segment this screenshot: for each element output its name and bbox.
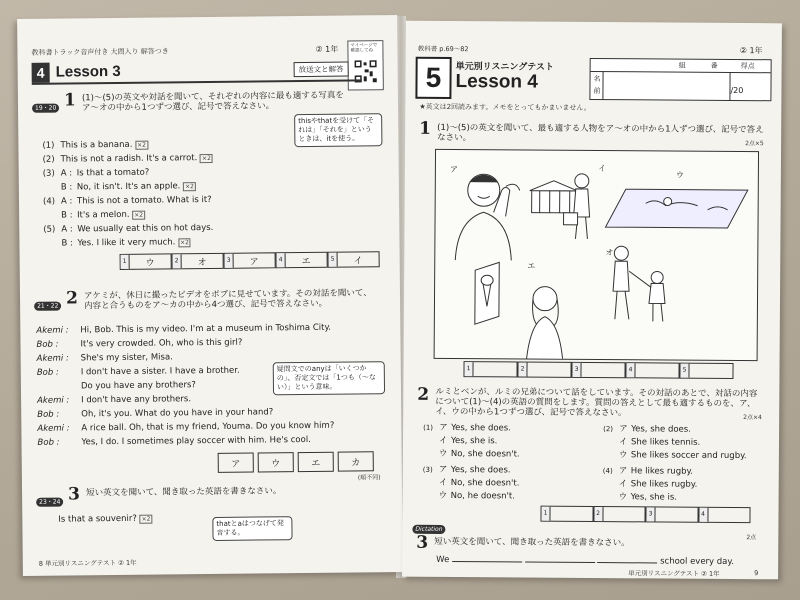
track-badge: 19・20 <box>32 104 59 113</box>
answer-cell[interactable]: 3 <box>645 506 698 522</box>
q2-instruction: アケミが、休日に撮ったビデオをボブに見せています。その対話を聞いて、内容と合うものをア〜カの中から4つ選び、記号で答えなさい。 <box>83 288 372 312</box>
left-header-note: 教科書トラック音声付き 大問入り 解答つき <box>31 47 169 57</box>
track-badge: 21・22 <box>34 302 61 311</box>
rq2-answer-row <box>540 506 750 523</box>
answer-cell[interactable]: 2 オ <box>172 253 224 270</box>
right-page: 教科書 p.69〜82 ② 1年 5 単元別リスニングテスト Lesson 4 組 番 得点 名 前 /20 ★英文は2回読みます。メモをとってもかまいません。 1 (1)〜(5)の英文を聞いて、最も適する人物をア〜オの中から1人ずつ選び、記号で答えなさい。 2点×5 ア イ ウ エ オ 1 2 3 4 5 2 ルミとベンが、ルミの兄弟について話をしています。その対話のあとで、対話の内容について(1)〜(4)の英語の質問をします。質問の答えとして最も適するものを、ア、イ、ウの中から1つずつ選び、記号で答えなさい。 2点×4 (1) ア Yes, she does. イ Yes, she is. ウ No, she doesn't. (2) ア Yes, she does. イ She likes tennis. ウ She likes soccer and rugby. (3) ア Yes, she does. イ No, she doesn't. ウ No, he doesn't. (4) ア He likes rugby. イ She likes rugby. ウ Yes, she is. 1 2 3 4 Dictation 3 短い英文を聞いて、聞き取った英語を書きなさい。 2点 We school every day. 単元別リスニングテスト ② 1年 9 <box>402 21 782 580</box>
right-grade: ② 1年 <box>739 46 763 56</box>
answer-cell[interactable]: 4 エ <box>276 252 328 269</box>
rq3-number: 3 <box>416 532 429 553</box>
q3-answer-line: Is that a souvenir? ×2 <box>58 514 152 526</box>
answer-box[interactable]: ア <box>218 453 254 473</box>
unit-number: 5 <box>415 57 451 99</box>
q3-number: 3 <box>67 484 81 505</box>
left-footer: 8 単元別リスニングテスト ② 1年 <box>38 558 137 568</box>
label-e: エ <box>527 261 536 271</box>
unit-lesson-title: Lesson 4 <box>455 71 538 93</box>
rq3-answer-line: We school every day. <box>436 554 734 567</box>
rq3-points: 2点 <box>746 534 757 542</box>
rq1-points: 2点×5 <box>745 140 764 148</box>
label-o: オ <box>605 248 614 258</box>
header-cols: 組 番 得点 <box>591 59 771 73</box>
listening-illustration <box>434 149 759 361</box>
lesson-title: Lesson 3 <box>55 62 121 81</box>
answer-box[interactable]: カ <box>338 451 374 471</box>
name-field[interactable] <box>603 71 730 100</box>
blank-field-1[interactable] <box>452 561 522 562</box>
answer-cell[interactable]: 3 ア <box>224 252 276 269</box>
rq1-number: 1 <box>419 118 432 139</box>
blank-field-2[interactable] <box>525 562 595 563</box>
q1-number: 1 <box>63 90 76 111</box>
rq1-answer-row <box>463 361 733 379</box>
q1-hint-bubble: thisやthatを受けて「それは」「それを」というときは、itを使う。 <box>294 113 382 147</box>
label-u: ウ <box>675 170 684 180</box>
textbook-ref: 教科書 p.69〜82 <box>417 44 469 54</box>
score-total: /20 <box>730 85 744 96</box>
q2-hint-bubble: 疑問文でのanyは「いくつかの」、否定文では「1つも（〜ない）」という意味。 <box>273 361 385 395</box>
answer-cell[interactable]: 3 <box>571 362 625 378</box>
label-i: イ <box>597 164 606 174</box>
answer-cell[interactable]: 5 <box>679 363 733 379</box>
q2-number: 2 <box>65 288 78 309</box>
qr-label: マイページで確認してね <box>350 43 378 54</box>
left-page: 教科書トラック音声付き 大問入り 解答つき ② 1年 マイページで確認してね 4 Lesson 3 放送文と解答 19・20 1 (1)〜(5)の英文や対話を聞いて、それぞれの内容に最も適する写真をア〜オの中から1つずつ選び、記号で答えなさい。 thisやthatを受けて「それは」「それを」というときは、itを使う。 (1) This is a banana. ×2 (2) This is not a radish. It's a carrot. ×2 (3) A : Is that a tomato? B : No, it isn't. It's an apple. ×2 (4) A : This is not a tomato. What is it? B : It's a melon. ×2 (5) A : We usually eat this on hot days. B : Yes. I like it very much. ×2 1 ウ 2 オ 3 ア 4 エ 5 イ 21・22 2 アケミが、休日に撮ったビデオをボブに見せています。その対話を聞いて、内容と合うものをア〜カの中から4つ選び、記号で答えなさい。 Akemi : Hi, Bob. This is my video. I'm at a museum in Toshima City. Bob : It's very crowded. Oh, who is this girl? Akemi : She's my sister, Misa. Bob : I don't have a sister. I have a brother. Do you have any brothers? Akemi : I don't have any brothers. Bob : Oh, it's you. What do you have in your hand? Akemi : A rice ball. Oh, that is my friend, Youma. Do you know him? Bob : Yes, I do. I sometimes play soccer with him. He's cool. 疑問文でのanyは「いくつかの」、否定文では「1つも（〜ない）」という意味。 ア ウ エ カ (順不同) 23・24 3 短い英文を聞いて、聞き取った英語を書きなさい。 Is that a souvenir? ×2 thatとaはつなげて発音する。 8 単元別リスニングテスト ② 1年 <box>17 15 403 576</box>
label-a: ア <box>449 165 458 175</box>
answer-cell[interactable]: 1 ウ <box>120 253 172 270</box>
answer-cell[interactable]: 4 <box>698 507 751 523</box>
q2-answer-row <box>218 451 374 473</box>
answer-cell[interactable]: 1 <box>463 361 517 377</box>
q1-instruction: (1)〜(5)の英文や対話を聞いて、それぞれの内容に最も適する写真をア〜オの中から1つずつ選び、記号で答えなさい。 <box>81 90 344 114</box>
rq2-number: 2 <box>417 384 430 405</box>
left-grade: ② 1年 <box>315 44 339 54</box>
answer-cell[interactable]: 1 <box>540 506 593 522</box>
answer-tag: 放送文と解答 <box>294 62 349 78</box>
q3-track <box>36 489 63 508</box>
rq1-instruction: (1)〜(5)の英文を聞いて、最も適する人物をア〜オの中から1人ずつ選び、記号で答えなさい。 <box>437 122 764 144</box>
people-scene-image <box>435 150 758 360</box>
answer-cell[interactable]: 5 イ <box>328 251 380 268</box>
rq2-points: 2点×4 <box>743 414 762 422</box>
unit-subtitle: 単元別リスニングテスト <box>455 62 554 73</box>
lesson-header <box>32 59 362 84</box>
rq3-instruction: 短い英文を聞いて、聞き取った英語を書きなさい。 <box>434 536 630 549</box>
answer-box[interactable]: エ <box>298 452 334 472</box>
dictation-tag: Dictation <box>412 525 445 534</box>
name-score-box <box>589 58 771 101</box>
answer-cell[interactable]: 4 <box>625 362 679 378</box>
q3-hint-bubble: thatとaはつなげて発音する。 <box>212 516 292 541</box>
q2-note: (順不同) <box>357 474 381 482</box>
answer-cell[interactable]: 2 <box>593 506 646 522</box>
right-footer-page: 9 <box>754 569 759 578</box>
answer-box[interactable]: ウ <box>258 452 294 472</box>
answer-cell[interactable]: 2 <box>517 361 571 377</box>
rq2-instruction: ルミとベンが、ルミの兄弟について話をしています。その対話のあとで、対話の内容について(1)〜(4)の英語の質問をします。質問の答えとして最も適するものを、ア、イ、ウの中から1つずつ選び、記号で答えなさい。 <box>435 386 758 419</box>
read-twice-note: ★英文は2回読みます。メモをとってもかまいません。 <box>419 102 591 112</box>
q1-track <box>32 95 59 114</box>
blank-field-3[interactable] <box>597 562 657 563</box>
q2-track <box>34 293 61 312</box>
track-badge: 23・24 <box>36 498 63 507</box>
name-label: 名 前 <box>590 71 603 99</box>
lesson-number: 4 <box>32 63 50 83</box>
q1-answer-row <box>120 251 380 270</box>
q3-instruction: 短い英文を聞いて、聞き取った英語を書きなさい。 <box>86 486 282 499</box>
right-footer-title: 単元別リスニングテスト ② 1年 <box>628 569 720 578</box>
